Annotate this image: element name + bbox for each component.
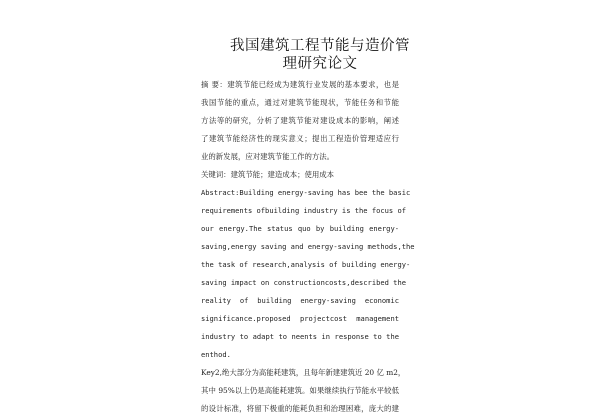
keywords-cn: 关键词：建筑节能；建造成本；使用成本 bbox=[201, 170, 335, 179]
abstract-cn-line: 业的新发展，应对建筑节能工作的方法。 bbox=[201, 152, 335, 161]
document-title-line-1: 我国建筑工程节能与造价管 bbox=[230, 38, 410, 54]
abstract-en-line: industry to adapt to neents in response to the bbox=[201, 332, 399, 341]
body-cn-line: 其中 95%以上仍是高能耗建筑。如果继续执行节能水平较低 bbox=[201, 386, 399, 395]
document-title-line-2: 理研究论文 bbox=[282, 56, 358, 72]
abstract-cn-line: 我国节能的重点，通过对建筑节能现状，节能任务和节能 bbox=[201, 98, 399, 107]
abstract-cn-line: 摘 要：建筑节能已经成为建筑行业发展的基本要求，也是 bbox=[201, 80, 399, 89]
abstract-en-line: significance.proposed projectcost management bbox=[201, 314, 399, 323]
abstract-en-line: enthod. bbox=[201, 350, 231, 359]
abstract-en-line: reality of building energy-saving economic bbox=[201, 296, 399, 305]
abstract-cn-line: 方法等的研究，分析了建筑节能对建设成本的影响，阐述 bbox=[201, 116, 399, 125]
abstract-en-line: saving impact on constructioncosts,described the bbox=[201, 278, 406, 287]
body-cn-line: 的设计标准，将留下极重的能耗负担和治理困难，庞大的建 bbox=[201, 404, 399, 413]
abstract-en-line: Abstract:Building energy-saving has bee the basic bbox=[201, 188, 411, 197]
abstract-en-line: saving,energy saving and energy-saving methods,the bbox=[201, 242, 415, 251]
abstract-en-line: requirements ofbuilding industry is the focus of bbox=[201, 206, 406, 215]
body-cn-line: Key2,绝大部分为高能耗建筑，且每年新建建筑近 20 亿 m2， bbox=[201, 368, 406, 377]
abstract-cn-line: 了建筑节能经济性的现实意义；提出工程造价管理适应行 bbox=[201, 134, 399, 143]
abstract-en-line: our energy.The status quo by building energy- bbox=[201, 224, 399, 233]
abstract-en-line: the task of research,analysis of building energy- bbox=[201, 260, 411, 269]
